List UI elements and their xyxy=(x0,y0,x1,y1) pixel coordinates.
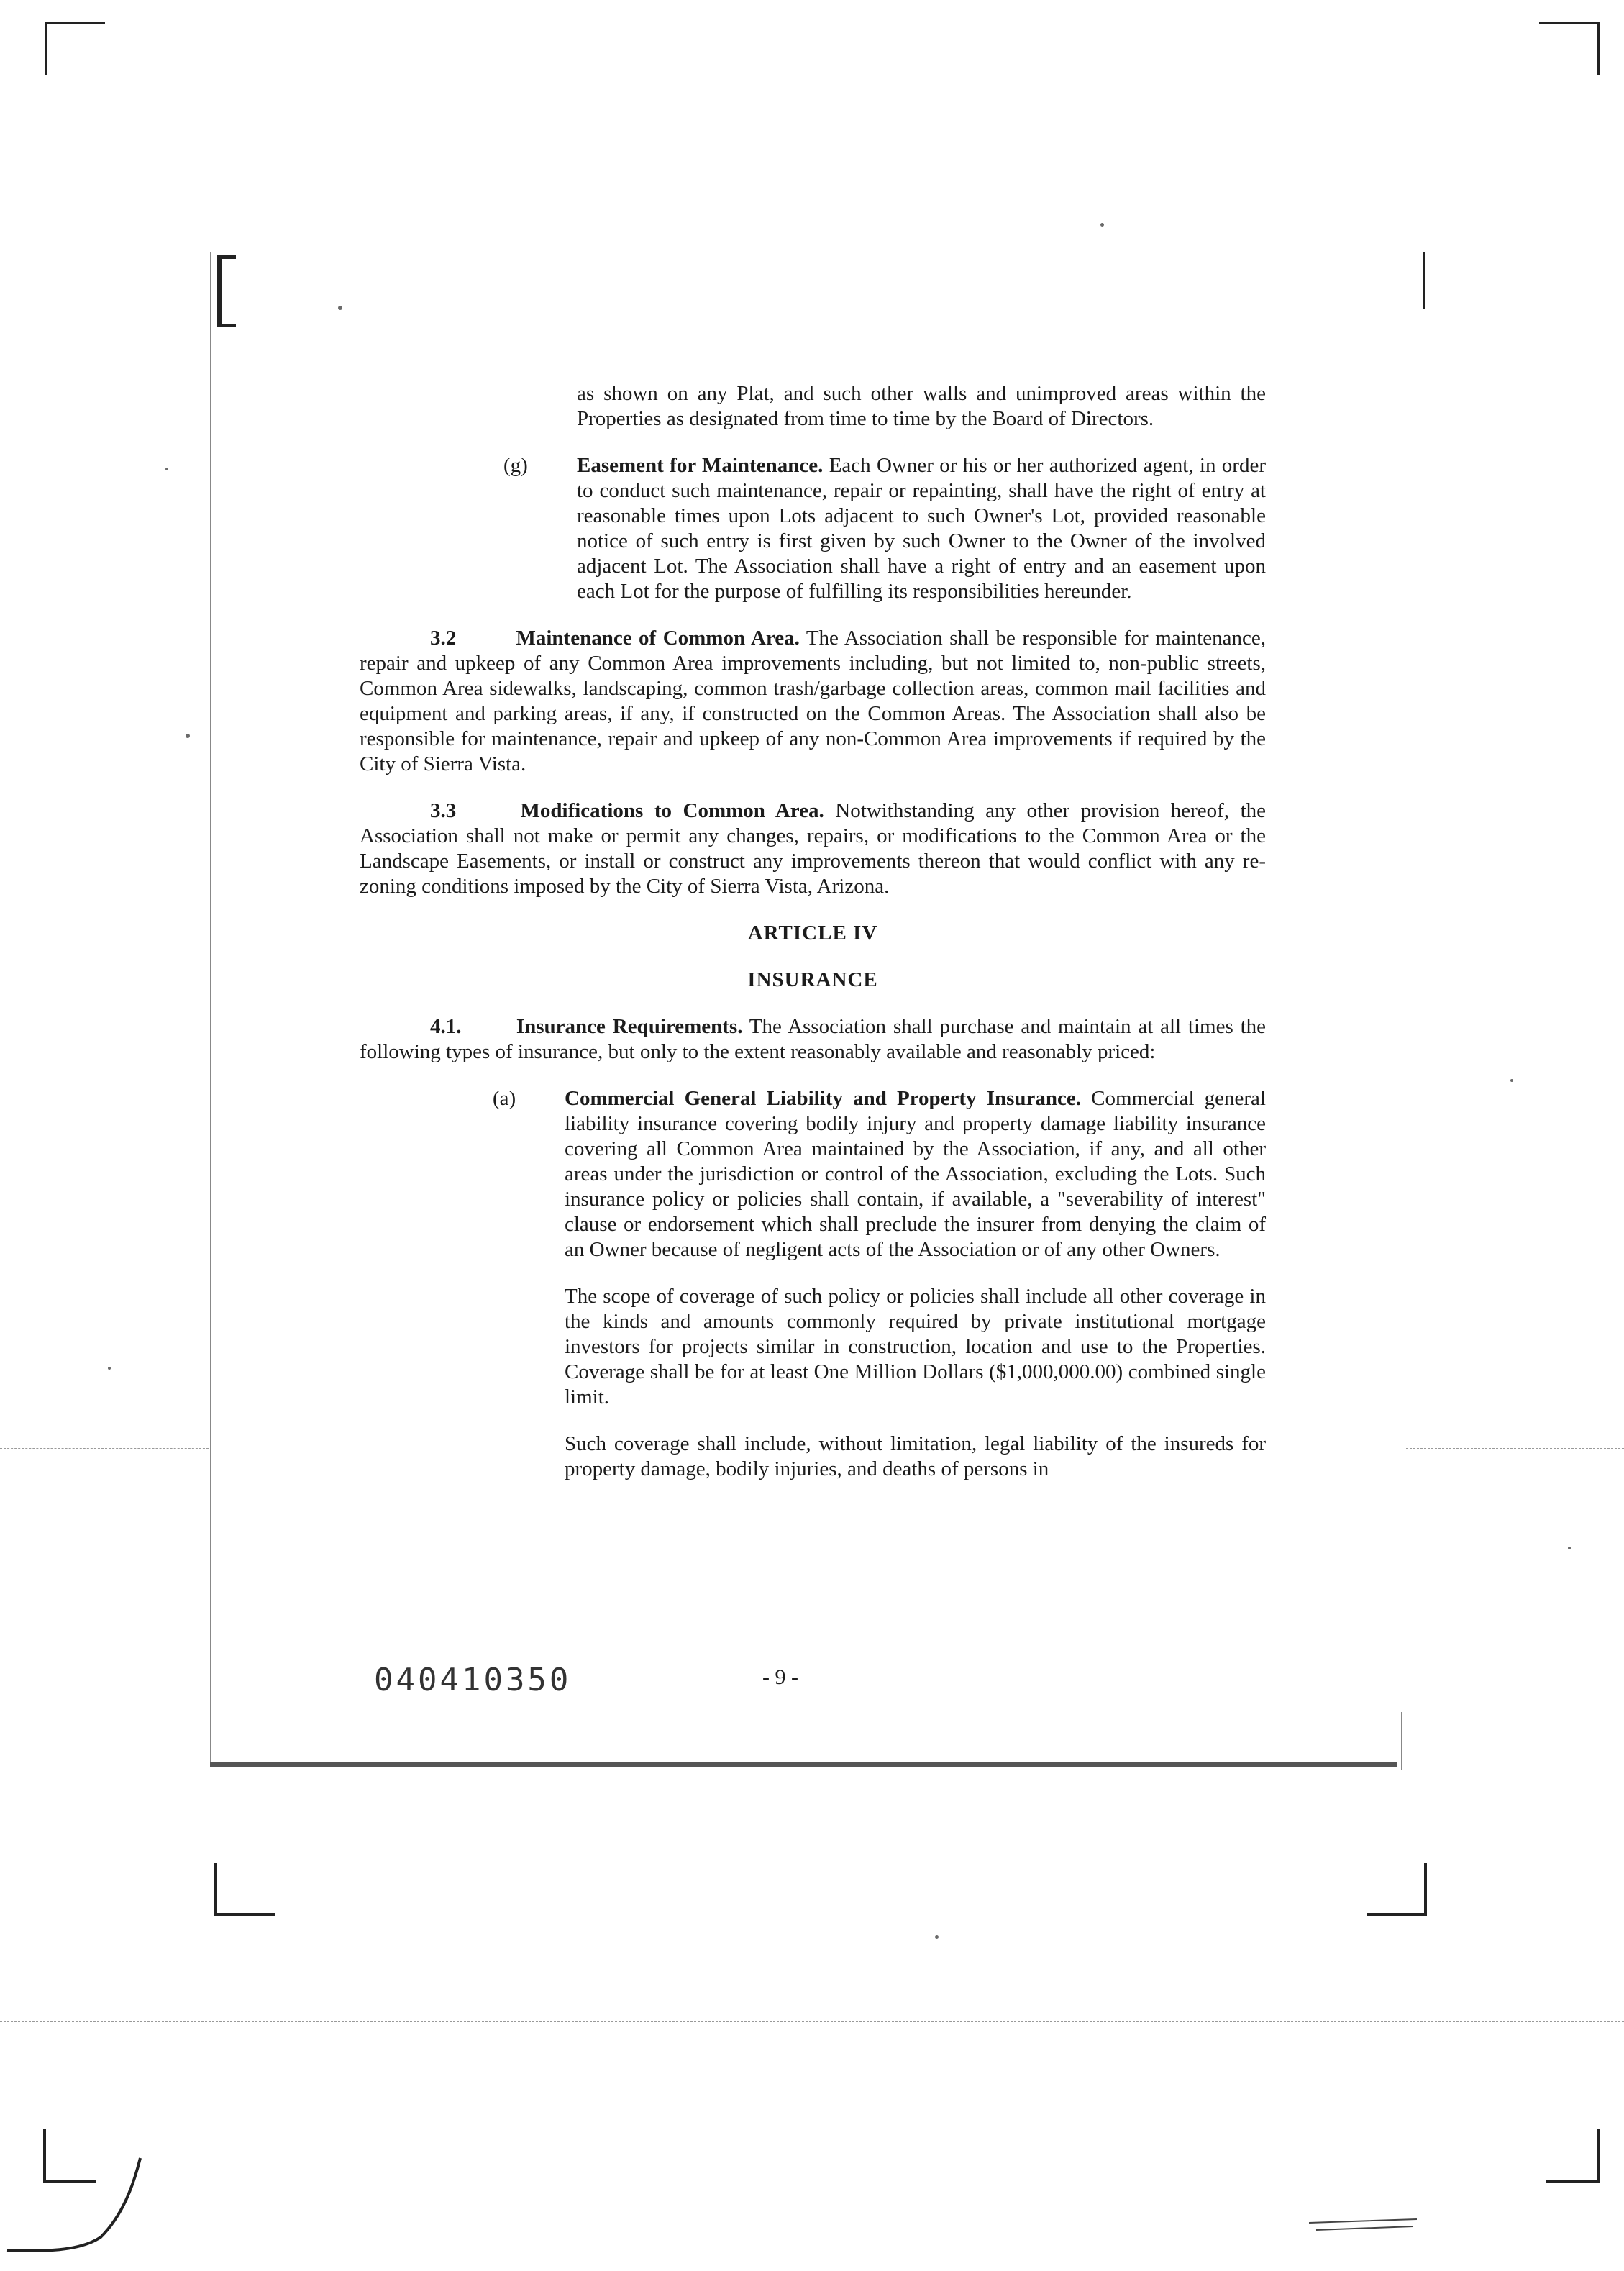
section-a xyxy=(360,1086,1266,1262)
speck xyxy=(1568,1547,1571,1549)
crop-mark-top-left xyxy=(45,22,105,75)
speck xyxy=(186,734,190,738)
section-a-paragraph-3: Such coverage shall include, without limitation, legal liability of the insureds for property damage, bodily injuries, and deaths of persons in xyxy=(565,1432,1266,1480)
page-number: - 9 - xyxy=(762,1665,798,1689)
article-heading: ARTICLE IV xyxy=(747,921,878,945)
section-a-label: (a) xyxy=(493,1087,516,1110)
speck xyxy=(108,1367,111,1370)
handwritten-scrawl xyxy=(0,2144,158,2266)
speck xyxy=(1510,1079,1513,1082)
section-3-3-title: Modifications to Common Area. xyxy=(520,799,824,822)
crop-mark-bottom-right xyxy=(1546,2129,1600,2183)
section-g-title: Easement for Maintenance. xyxy=(577,454,824,477)
speck xyxy=(338,306,342,310)
section-g-label: (g) xyxy=(503,454,528,477)
scan-squiggle xyxy=(1309,2216,1417,2237)
document-body xyxy=(360,381,1266,1503)
section-g-text: Each Owner or his or her authorized agent, in order to conduct such maintenance, repair or repainting, shall have the right of entry at reasonable times upon Lots adjacent to such Owner's Lot, provided reasonable notice of such entry is first given by such Owner to the Owner of the involved adjacent Lot. The Association shall have a right of entry and an easement upon each Lot for the purpose of fulfilling its responsibilities hereunder. xyxy=(577,454,1266,603)
section-3-2 xyxy=(360,626,1266,777)
document-number: 040410350 xyxy=(374,1662,572,1698)
section-4-1-number: 4.1. xyxy=(430,1015,462,1038)
section-3-2-title: Maintenance of Common Area. xyxy=(516,627,800,650)
speck xyxy=(935,1935,939,1939)
page-right-edge xyxy=(1401,1712,1402,1770)
article-title: INSURANCE xyxy=(747,968,878,991)
section-a-title: Commercial General Liability and Property Insurance. xyxy=(565,1087,1082,1110)
inner-crop-mark-top-left xyxy=(217,255,236,327)
section-g xyxy=(360,453,1266,604)
intro-continuation: as shown on any Plat, and such other walls and unimproved areas within the Properties as designated from time to time by the Board of Directors. xyxy=(577,382,1266,430)
page-left-edge xyxy=(210,252,211,1762)
scan-line xyxy=(1406,1448,1624,1449)
section-3-3 xyxy=(360,798,1266,899)
scan-line xyxy=(0,2021,1624,2022)
section-3-2-text: The Association shall be responsible for maintenance, repair and upkeep of any Common Area improvements including, but not limited to, non-public streets, Common Area sidewalks, landscaping, common trash/garbage collection areas, common mail facilities and equipment and parking areas, if any, if constructed on the Common Areas. The Association shall also be responsible for maintenance, repair and upkeep of any non-Common Area improvements if required by the City of Sierra Vista. xyxy=(360,627,1266,775)
section-4-1 xyxy=(360,1014,1266,1065)
inner-crop-mark-top-right xyxy=(1415,252,1425,309)
page-bottom-edge xyxy=(210,1762,1397,1767)
inner-crop-mark-bottom-right xyxy=(1367,1863,1427,1916)
section-3-3-number: 3.3 xyxy=(430,799,457,822)
section-a-paragraph-2: The scope of coverage of such policy or policies shall include all other coverage in the kinds and amounts commonly required by private institutional mortgage investors for projects similar in construction, location and use to the Properties. Coverage shall be for at least One Million Dollars ($1,000,000.00) combined single limit. xyxy=(565,1285,1266,1408)
scan-line xyxy=(0,1448,209,1449)
inner-crop-mark-bottom-left xyxy=(214,1863,275,1916)
section-a-text: Commercial general liability insurance covering bodily injury and property damage liability insurance covering all Common Area maintained by the Association, if any, and all other areas under the jurisdiction or control of the Association, excluding the Lots. Such insurance policy or policies shall contain, if available, a "severability of interest" clause or endorsement which shall preclude the insurer from denying the claim of an Owner because of negligent acts of the Association or of any other Owners. xyxy=(565,1087,1266,1261)
crop-mark-top-right xyxy=(1539,22,1600,75)
speck xyxy=(165,468,168,470)
section-4-1-title: Insurance Requirements. xyxy=(516,1015,743,1038)
section-3-3-text: Notwithstanding any other provision hereof, the Association shall not make or permit any changes, repairs, or modifications to the Common Area or the Landscape Easements, or install or construct any improvements thereon that would conflict with any re-zoning conditions imposed by the City of Sierra Vista, Arizona. xyxy=(360,799,1266,898)
section-4-1-text: The Association shall purchase and maintain at all times the following types of insurance, but only to the extent reasonably available and reasonably priced: xyxy=(360,1015,1267,1063)
speck xyxy=(1100,223,1104,227)
section-3-2-number: 3.2 xyxy=(430,627,457,650)
